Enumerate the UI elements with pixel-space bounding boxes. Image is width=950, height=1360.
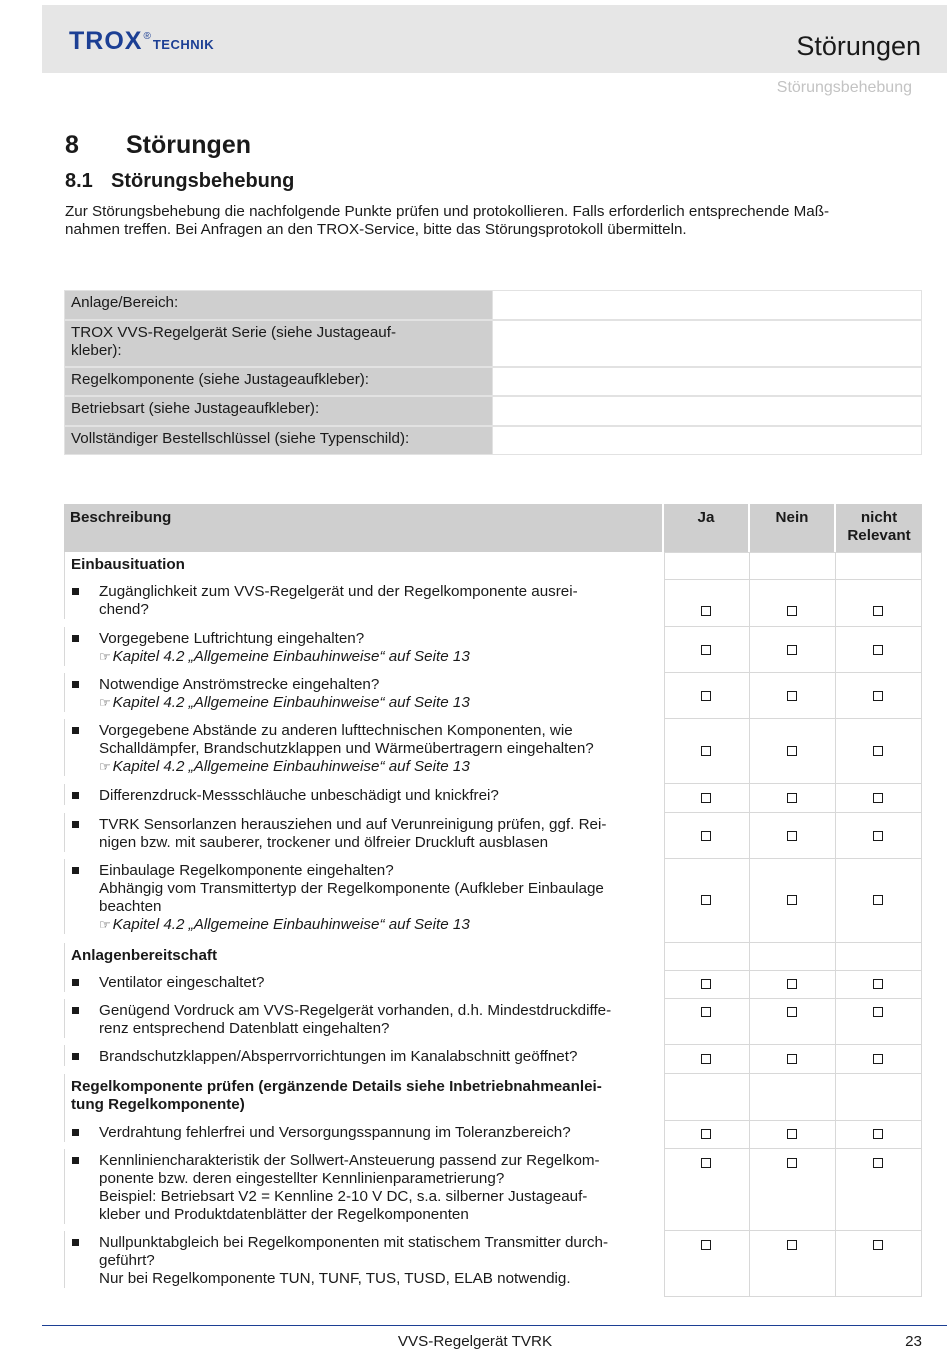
not-relevant-cell	[836, 1231, 922, 1297]
bullet-icon	[72, 979, 79, 986]
item-line: Einbaulage Regelkomponente eingehalten?	[99, 862, 394, 879]
item-line: Differenzdruck-Messschläuche unbeschädigt und knickfrei?	[99, 787, 499, 804]
not-relevant-checkbox[interactable]	[873, 1240, 883, 1250]
checklist-row	[64, 627, 922, 673]
info-row	[64, 320, 922, 367]
no-checkbox[interactable]	[787, 1054, 797, 1064]
not-relevant-checkbox[interactable]	[873, 746, 883, 756]
page-number: 23	[905, 1333, 922, 1350]
checklist-item	[64, 719, 664, 776]
item-line: Abhängig vom Transmittertyp der Regelkomponente (Aufkleber Einbaulage	[99, 880, 604, 897]
item-line: Beispiel: Betriebsart V2 = Kennline 2-10 V DC, s.a. silberner Justageauf-	[99, 1188, 588, 1205]
not-relevant-cell	[836, 627, 922, 673]
yes-checkbox[interactable]	[701, 1007, 711, 1017]
yes-checkbox[interactable]	[701, 1129, 711, 1139]
not-relevant-checkbox[interactable]	[873, 1158, 883, 1168]
info-value-field[interactable]	[493, 396, 922, 426]
checklist-item	[64, 999, 664, 1038]
cross-reference-link[interactable]	[99, 916, 658, 934]
no-cell	[750, 719, 836, 784]
yes-cell	[664, 1121, 750, 1149]
header-chapter-title: Störungen	[796, 31, 921, 61]
item-line: Verdrahtung fehlerfrei und Versorgungsspannung im Toleranzbereich?	[99, 1124, 571, 1141]
yes-cell	[664, 784, 750, 813]
column-header-line: Relevant	[847, 527, 911, 544]
bullet-icon	[72, 681, 79, 688]
no-cell	[750, 1045, 836, 1074]
item-line: Notwendige Anströmstrecke eingehalten?	[99, 676, 380, 693]
yes-cell	[664, 859, 750, 943]
item-line: Kennliniencharakteristik der Sollwert-Ansteuerung passend zur Regelkom-	[99, 1152, 600, 1169]
section-row	[64, 943, 922, 971]
no-checkbox[interactable]	[787, 746, 797, 756]
empty-cell	[664, 1074, 750, 1121]
checklist-header-row	[64, 504, 922, 552]
hand-pointer-icon: ☞	[99, 917, 111, 932]
section-row	[64, 1074, 922, 1121]
checklist-row	[64, 784, 922, 813]
no-cell	[750, 673, 836, 719]
info-value-field[interactable]	[493, 426, 922, 455]
not-relevant-cell	[836, 719, 922, 784]
column-header-line: nicht	[860, 509, 898, 526]
info-label	[64, 320, 493, 367]
info-value-field[interactable]	[493, 320, 922, 367]
no-cell	[750, 813, 836, 859]
checklist-row	[64, 999, 922, 1045]
checklist-item	[64, 1045, 664, 1066]
trox-logo	[69, 27, 214, 56]
column-header-yes: Ja	[664, 504, 750, 552]
section-title	[64, 1074, 664, 1121]
info-value-field[interactable]	[493, 290, 922, 320]
intro-paragraph	[65, 203, 915, 239]
not-relevant-checkbox[interactable]	[873, 895, 883, 905]
yes-cell	[664, 971, 750, 999]
yes-cell	[664, 999, 750, 1045]
bullet-icon	[72, 1157, 79, 1164]
cross-reference-link[interactable]	[99, 648, 658, 666]
bullet-icon	[72, 588, 79, 595]
intro-line: nahmen treffen. Bei Anfragen an den TROX-Service, bitte das Störungsprotokoll übermitteln.	[65, 221, 687, 238]
checklist-row	[64, 1149, 922, 1231]
no-checkbox[interactable]	[787, 793, 797, 803]
yes-checkbox[interactable]	[701, 895, 711, 905]
item-line: Brandschutzklappen/Absperrvorrichtungen im Kanalabschnitt geöffnet?	[99, 1048, 578, 1065]
checklist-row	[64, 971, 922, 999]
page-header	[42, 5, 947, 73]
yes-checkbox[interactable]	[701, 1158, 711, 1168]
checklist-row	[64, 719, 922, 784]
no-cell	[750, 971, 836, 999]
chapter-heading	[65, 131, 251, 160]
bullet-icon	[72, 867, 79, 874]
checklist-item	[64, 859, 664, 934]
yes-checkbox[interactable]	[701, 793, 711, 803]
checklist-row	[64, 1045, 922, 1074]
yes-checkbox[interactable]	[701, 979, 711, 989]
yes-cell	[664, 1231, 750, 1297]
not-relevant-cell	[836, 580, 922, 627]
checklist-item	[64, 673, 664, 712]
item-line: Nur bei Regelkomponente TUN, TUNF, TUS, TUSD, ELAB notwendig.	[99, 1270, 571, 1287]
bullet-icon	[72, 1129, 79, 1136]
not-relevant-cell	[836, 971, 922, 999]
yes-cell	[664, 673, 750, 719]
footer-product-name: VVS-Regelgerät TVRK	[397, 1333, 553, 1350]
not-relevant-cell	[836, 1045, 922, 1074]
no-checkbox[interactable]	[787, 895, 797, 905]
yes-checkbox[interactable]	[701, 1054, 711, 1064]
item-line: TVRK Sensorlanzen herausziehen und auf Verunreinigung prüfen, ggf. Rei-	[99, 816, 607, 833]
checklist-item	[64, 813, 664, 852]
hand-pointer-icon: ☞	[99, 649, 111, 664]
cross-reference-link[interactable]	[99, 694, 658, 712]
logo-wordmark: TROX	[69, 27, 143, 55]
empty-cell	[836, 943, 922, 971]
not-relevant-checkbox[interactable]	[873, 793, 883, 803]
info-value-field[interactable]	[493, 367, 922, 396]
no-cell	[750, 999, 836, 1045]
empty-cell	[750, 1074, 836, 1121]
item-line: Genügend Vordruck am VVS-Regelgerät vorhanden, d.h. Mindestdruckdiffe-	[99, 1002, 612, 1019]
empty-cell	[750, 943, 836, 971]
item-line: nigen bzw. mit sauberer, trockener und ölfreier Druckluft ausblasen	[99, 834, 549, 851]
checklist-row	[64, 1121, 922, 1149]
not-relevant-cell	[836, 813, 922, 859]
info-row	[64, 367, 922, 396]
section-heading	[65, 170, 294, 193]
empty-cell	[750, 552, 836, 580]
checklist-item	[64, 1121, 664, 1142]
hand-pointer-icon: ☞	[99, 759, 111, 774]
logo-registered-mark: ®	[143, 31, 151, 42]
no-checkbox[interactable]	[787, 1158, 797, 1168]
no-checkbox[interactable]	[787, 1240, 797, 1250]
info-row	[64, 290, 922, 320]
item-line: Schalldämpfer, Brandschutzklappen und Wärmeübertragern eingehalten?	[99, 740, 594, 757]
section-row	[64, 552, 922, 580]
intro-line: Zur Störungsbehebung die nachfolgende Punkte prüfen und protokollieren. Falls erforderlich entsprechende Maß-	[65, 203, 830, 220]
section-title: Einbausituation	[64, 552, 664, 580]
checklist-row	[64, 673, 922, 719]
yes-cell	[664, 813, 750, 859]
section-title-line: Regelkomponente prüfen (ergänzende Details siehe Inbetriebnahmeanlei-	[71, 1078, 602, 1095]
not-relevant-checkbox[interactable]	[873, 1129, 883, 1139]
bullet-icon	[72, 1239, 79, 1246]
bullet-icon	[72, 1007, 79, 1014]
not-relevant-checkbox[interactable]	[873, 645, 883, 655]
yes-cell	[664, 1045, 750, 1074]
no-cell	[750, 859, 836, 943]
no-checkbox[interactable]	[787, 979, 797, 989]
info-label: Betriebsart (siehe Justageaufkleber):	[64, 396, 493, 426]
not-relevant-checkbox[interactable]	[873, 1007, 883, 1017]
not-relevant-cell	[836, 859, 922, 943]
no-cell	[750, 1231, 836, 1297]
checklist-row	[64, 813, 922, 859]
column-header-description: Beschreibung	[64, 504, 664, 552]
section-number: 8.1	[65, 170, 93, 192]
checklist-item	[64, 1149, 664, 1224]
reference-text: Kapitel 4.2 „Allgemeine Einbauhinweise“ auf Seite 13	[112, 916, 470, 933]
no-checkbox[interactable]	[787, 1007, 797, 1017]
item-line: geführt?	[99, 1252, 155, 1269]
chapter-number: 8	[65, 131, 79, 159]
no-cell	[750, 784, 836, 813]
column-header-not-relevant	[836, 504, 922, 552]
yes-cell	[664, 580, 750, 627]
checklist-item	[64, 627, 664, 666]
not-relevant-checkbox[interactable]	[873, 1054, 883, 1064]
info-row	[64, 426, 922, 455]
reference-text: Kapitel 4.2 „Allgemeine Einbauhinweise“ auf Seite 13	[112, 758, 470, 775]
not-relevant-checkbox[interactable]	[873, 606, 883, 616]
no-cell	[750, 627, 836, 673]
chapter-title: Störungen	[126, 131, 251, 159]
no-cell	[750, 580, 836, 627]
not-relevant-cell	[836, 1149, 922, 1231]
checklist-item	[64, 1231, 664, 1288]
checklist-item	[64, 971, 664, 992]
yes-checkbox[interactable]	[701, 645, 711, 655]
not-relevant-checkbox[interactable]	[873, 979, 883, 989]
cross-reference-link[interactable]	[99, 758, 658, 776]
column-header-no: Nein	[750, 504, 836, 552]
no-cell	[750, 1121, 836, 1149]
yes-cell	[664, 719, 750, 784]
item-line: Vorgegebene Luftrichtung eingehalten?	[99, 630, 365, 647]
footer-divider	[42, 1325, 947, 1326]
no-checkbox[interactable]	[787, 831, 797, 841]
section-title: Anlagenbereitschaft	[64, 943, 664, 971]
item-line: Nullpunktabgleich bei Regelkomponenten mit statischem Transmitter durch-	[99, 1234, 609, 1251]
info-label: Anlage/Bereich:	[64, 290, 493, 320]
item-line: beachten	[99, 898, 162, 915]
yes-cell	[664, 627, 750, 673]
no-checkbox[interactable]	[787, 606, 797, 616]
reference-text: Kapitel 4.2 „Allgemeine Einbauhinweise“ auf Seite 13	[112, 648, 470, 665]
bullet-icon	[72, 792, 79, 799]
not-relevant-checkbox[interactable]	[873, 831, 883, 841]
info-label: Regelkomponente (siehe Justageaufkleber):	[64, 367, 493, 396]
no-cell	[750, 1149, 836, 1231]
empty-cell	[836, 552, 922, 580]
info-label-line: TROX VVS-Regelgerät Serie (siehe Justageauf-	[71, 324, 396, 341]
yes-checkbox[interactable]	[701, 691, 711, 701]
reference-text: Kapitel 4.2 „Allgemeine Einbauhinweise“ auf Seite 13	[112, 694, 470, 711]
checklist-item	[64, 784, 664, 805]
no-checkbox[interactable]	[787, 691, 797, 701]
not-relevant-cell	[836, 1121, 922, 1149]
yes-checkbox[interactable]	[701, 606, 711, 616]
info-label: Vollständiger Bestellschlüssel (siehe Typenschild):	[64, 426, 493, 455]
empty-cell	[664, 943, 750, 971]
checklist-row	[64, 1231, 922, 1297]
yes-checkbox[interactable]	[701, 831, 711, 841]
item-line: renz entsprechend Datenblatt eingehalten?	[99, 1020, 390, 1037]
checklist-item	[64, 580, 664, 619]
section-title-line: tung Regelkomponente)	[71, 1096, 245, 1113]
yes-checkbox[interactable]	[701, 1240, 711, 1250]
item-line: Ventilator eingeschaltet?	[99, 974, 265, 991]
item-line: chend?	[99, 601, 149, 618]
bullet-icon	[72, 821, 79, 828]
checklist-row	[64, 859, 922, 943]
section-title: Störungsbehebung	[111, 170, 295, 192]
yes-checkbox[interactable]	[701, 746, 711, 756]
empty-cell	[664, 552, 750, 580]
info-label-line: kleber):	[71, 342, 122, 359]
hand-pointer-icon: ☞	[99, 695, 111, 710]
no-checkbox[interactable]	[787, 645, 797, 655]
bullet-icon	[72, 727, 79, 734]
item-line: Zugänglichkeit zum VVS-Regelgerät und der Regelkomponente ausrei-	[99, 583, 578, 600]
info-row	[64, 396, 922, 426]
not-relevant-cell	[836, 784, 922, 813]
header-section-subtitle: Störungsbehebung	[776, 79, 912, 96]
not-relevant-cell	[836, 999, 922, 1045]
bullet-icon	[72, 635, 79, 642]
not-relevant-checkbox[interactable]	[873, 691, 883, 701]
bullet-icon	[72, 1053, 79, 1060]
no-checkbox[interactable]	[787, 1129, 797, 1139]
logo-subtext: TECHNIK	[152, 37, 215, 52]
yes-cell	[664, 1149, 750, 1231]
item-line: ponente bzw. deren eingestellter Kennlinienparametrierung?	[99, 1170, 505, 1187]
item-line: Vorgegebene Abstände zu anderen lufttechnischen Komponenten, wie	[99, 722, 573, 739]
item-line: kleber und Produktdatenblätter der Regelkomponenten	[99, 1206, 469, 1223]
empty-cell	[836, 1074, 922, 1121]
checklist-row	[64, 580, 922, 627]
not-relevant-cell	[836, 673, 922, 719]
